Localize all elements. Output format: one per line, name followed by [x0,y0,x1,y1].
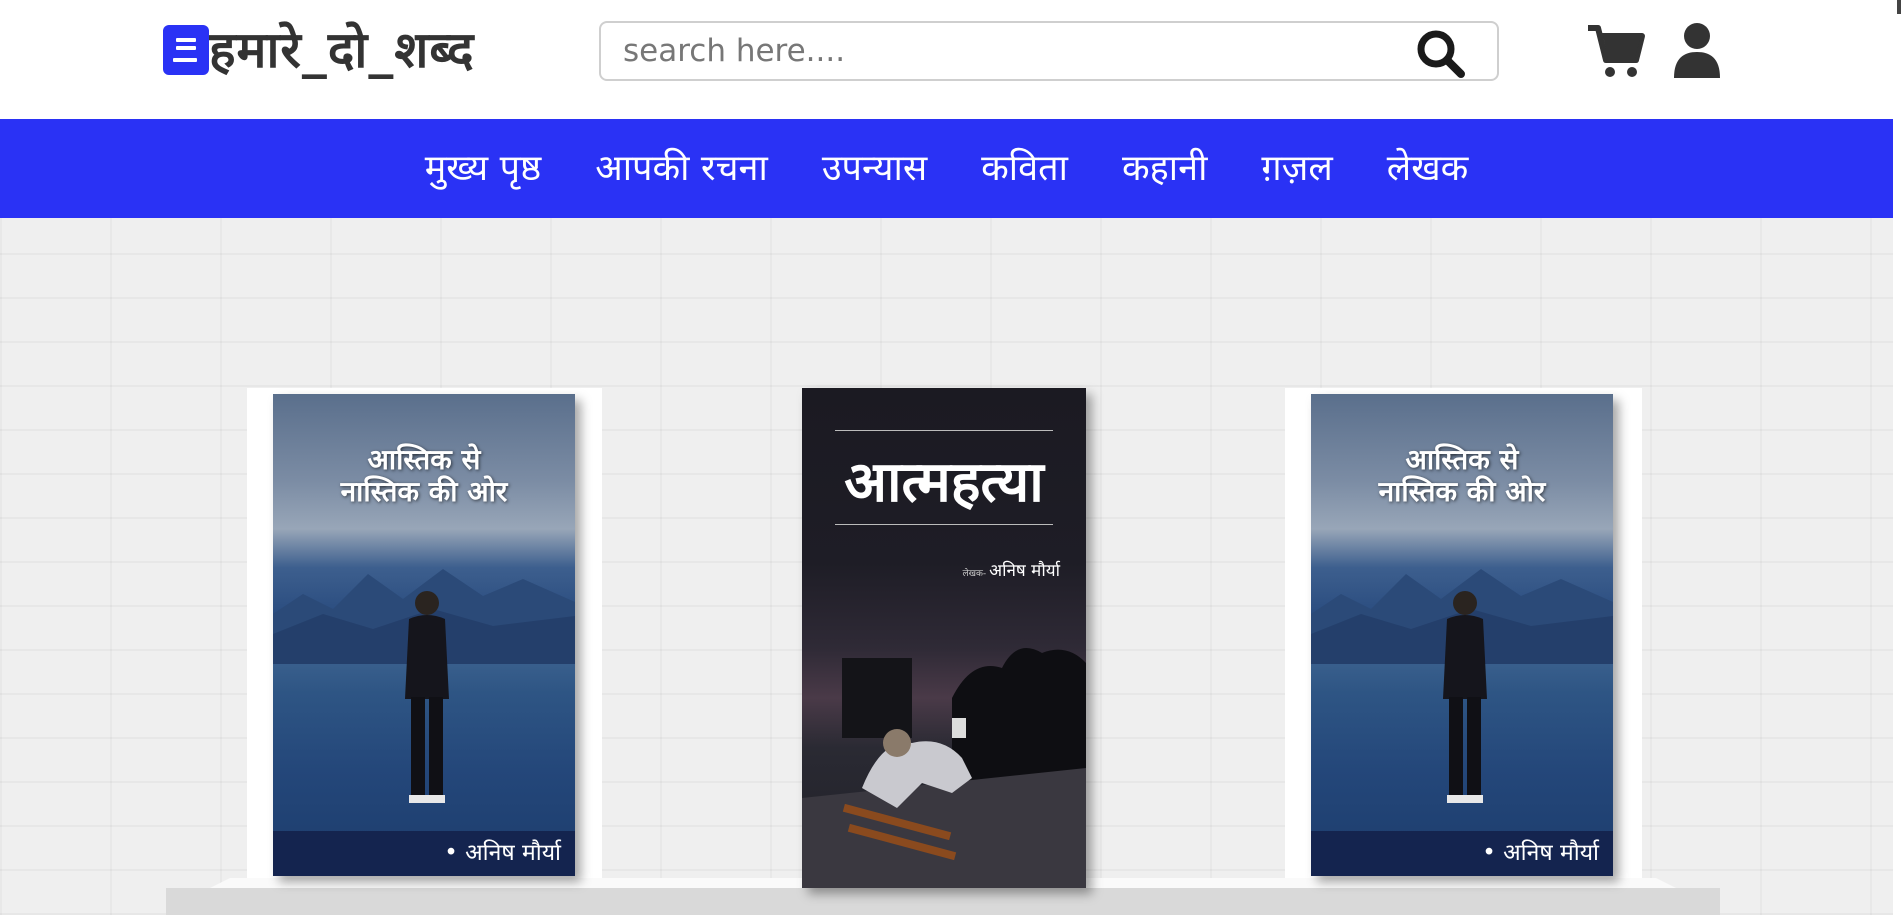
nav-item-writers[interactable]: लेखक [1386,148,1469,189]
book-cover[interactable] [1311,394,1613,876]
author-prefix: लेखक- [962,569,987,579]
person-figure [1435,589,1495,809]
book-author-band [1311,831,1613,876]
logo-text: हमारे_दो_शब्द [209,21,475,79]
nav-item-poetry[interactable]: कविता [981,148,1068,189]
book-author-band [273,831,575,876]
book-author [962,558,1060,581]
book-author: • अनिष मौर्या [444,840,561,866]
site-logo[interactable] [163,20,475,80]
nav-item-your-writing[interactable]: आपकी रचना [595,148,768,189]
person-figure [397,589,457,809]
author-name: अनिष मौर्या [989,561,1060,581]
book-showcase [0,218,1893,915]
book-title-line2: नास्तिक की ओर [340,475,508,508]
main-nav [0,119,1893,218]
user-icon[interactable] [1672,22,1722,80]
logo-book-icon [163,25,209,75]
night-scene-art [802,618,1086,888]
scrollbar-thumb[interactable] [1897,0,1901,14]
divider-bottom [835,524,1053,525]
nav-item-home[interactable]: मुख्य पृष्ठ [424,148,542,189]
book-title-line1: आस्तिक से [367,443,481,476]
search-icon[interactable] [1415,28,1467,80]
book-cover[interactable] [802,388,1086,888]
nav-item-stories[interactable]: कहानी [1122,148,1208,189]
divider-top [835,430,1053,431]
scrollbar-track[interactable] [1893,0,1902,915]
book-cover[interactable] [273,394,575,876]
search-input[interactable] [623,31,1403,71]
cart-icon[interactable] [1586,22,1646,80]
book-title-line2: नास्तिक की ओर [1378,475,1546,508]
search-box [599,21,1499,81]
nav-item-ghazal[interactable]: ग़ज़ल [1261,148,1333,189]
book-author: • अनिष मौर्या [1482,840,1599,866]
site-header [0,0,1893,119]
shelf-front [166,888,1720,915]
book-title-line1: आस्तिक से [1405,443,1519,476]
book-title: आत्महत्या [844,450,1044,515]
nav-item-novels[interactable]: उपन्यास [821,148,928,189]
